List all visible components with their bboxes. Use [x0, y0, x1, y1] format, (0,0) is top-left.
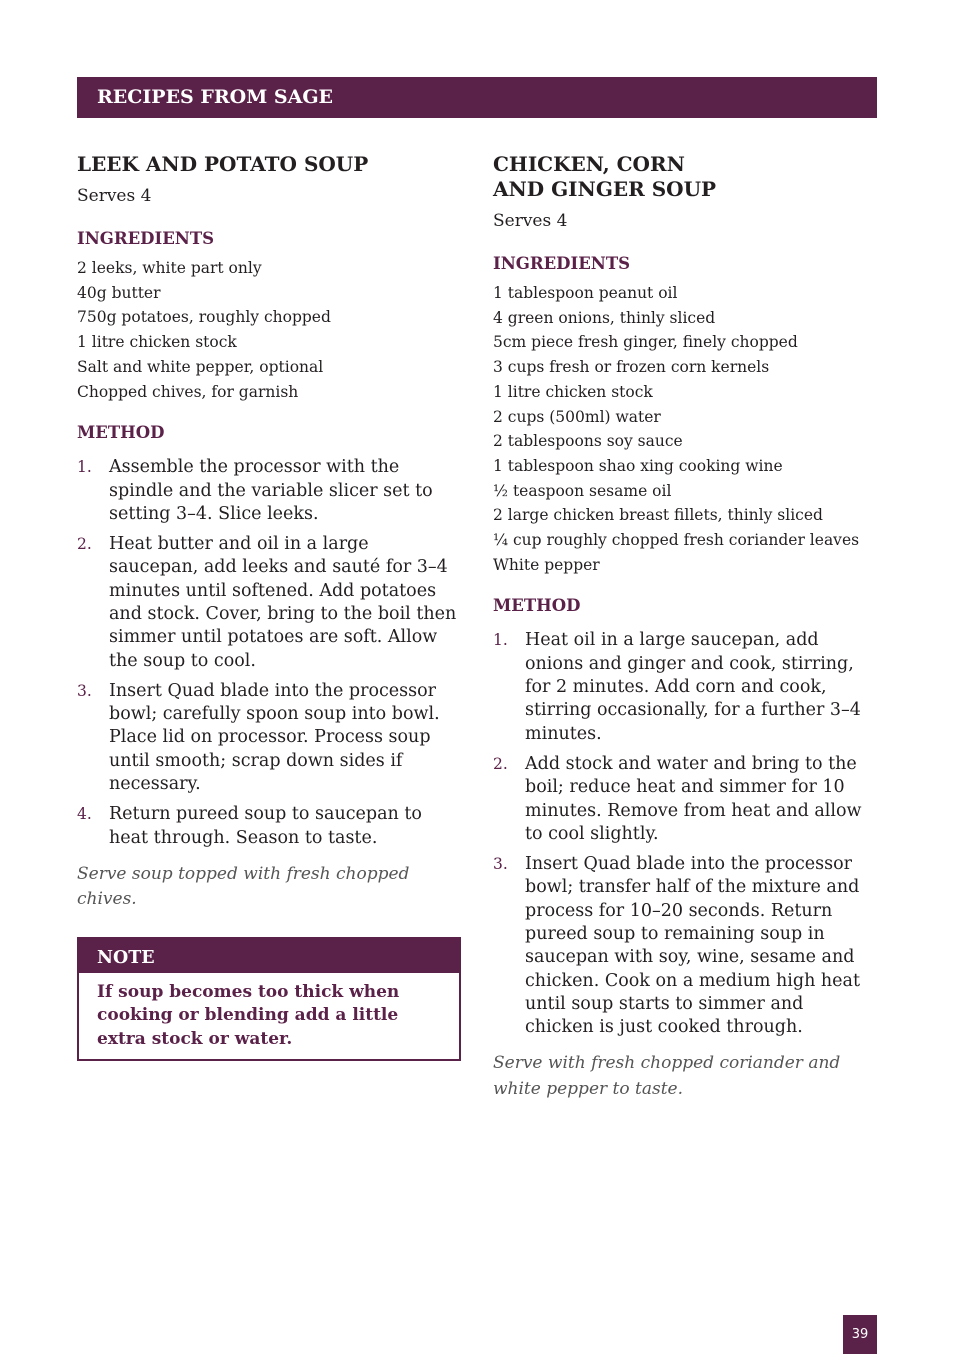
method-step: [77, 803, 461, 850]
method-step: [77, 456, 461, 526]
method-step: [493, 629, 877, 745]
recipe-serves: Serves 4: [77, 186, 152, 206]
ingredient-item: Chopped chives, for garnish: [77, 382, 299, 401]
recipe-serves: Serves 4: [493, 211, 568, 231]
method-step: [493, 853, 877, 1039]
ingredient-item: 2 large chicken breast fillets, thinly sliced: [493, 506, 823, 525]
ingredient-item: ¼ cup roughly chopped fresh coriander leaves: [493, 531, 860, 550]
step-number: 2.: [77, 535, 92, 554]
ingredient-item: 1 tablespoon peanut oil: [493, 284, 678, 302]
ingredient-item: 1 litre chicken stock: [493, 382, 653, 401]
step-number: 3.: [493, 855, 508, 874]
method-steps: [493, 629, 877, 1039]
ingredient-item: Salt and white pepper, optional: [77, 357, 324, 376]
step-text: Heat butter and oil in a large saucepan, add leeks and sauté for 3–4 minutes until softened. Add potatoes and stock. Cover, bring to the boil then simmer until potatoes are soft. Allow the soup to cool.: [109, 534, 457, 671]
step-text: Return pureed soup to saucepan to heat through. Season to taste.: [109, 804, 422, 848]
note-box: [77, 937, 461, 1061]
note-heading: NOTE: [79, 939, 459, 973]
ingredient-item: 3 cups fresh or frozen corn kernels: [493, 358, 770, 377]
note-text: If soup becomes too thick when cooking or blending add a little extra stock or water.: [97, 981, 400, 1049]
ingredient-item: 2 cups (500ml) water: [493, 407, 661, 426]
ingredient-item: 750g potatoes, roughly chopped: [77, 308, 331, 327]
page-number: 39: [843, 1315, 877, 1354]
recipe-title: CHICKEN, CORN AND GINGER SOUP: [493, 152, 717, 201]
step-number: 2.: [493, 754, 508, 773]
step-number: 1.: [493, 631, 508, 650]
section-header-title: RECIPES FROM SAGE: [97, 86, 334, 108]
ingredient-item: White pepper: [493, 555, 600, 574]
method-steps: [77, 456, 461, 850]
method-step: [77, 533, 461, 673]
step-text: Assemble the processor with the spindle and the variable slicer set to setting 3–4. Slice leeks.: [109, 457, 433, 524]
ingredients-heading: INGREDIENTS: [493, 254, 631, 273]
method-heading: METHOD: [493, 596, 581, 616]
step-number: 3.: [77, 681, 92, 700]
recipe-leek-potato-soup: [77, 152, 461, 1061]
section-header-banner: [77, 77, 877, 118]
ingredient-item: 4 green onions, thinly sliced: [493, 308, 716, 327]
serving-suggestion: Serve soup topped with fresh chopped chives.: [77, 863, 410, 910]
step-text: Heat oil in a large saucepan, add onions and ginger and cook, stirring, for 2 minutes. Add corn and cook, stirring occasionally, for a further 3–4 minutes.: [525, 630, 861, 744]
step-number: 4.: [77, 805, 92, 824]
recipe-title: LEEK AND POTATO SOUP: [77, 152, 369, 176]
ingredients-list: [493, 281, 877, 577]
recipe-chicken-corn-ginger-soup: [493, 152, 877, 1102]
method-heading: METHOD: [77, 423, 165, 443]
step-number: 1.: [77, 458, 92, 477]
ingredient-item: 1 tablespoon shao xing cooking wine: [493, 456, 783, 475]
ingredient-item: 1 litre chicken stock: [77, 333, 237, 352]
step-text: Insert Quad blade into the processor bowl; transfer half of the mixture and process for 10–20 seconds. Return pureed soup to remaining soup in saucepan with soy, wine, sesame and chicken. Cook on a medium high heat until soup starts to simmer and chicken is just cooked through.: [525, 854, 860, 1038]
ingredient-item: ½ teaspoon sesame oil: [493, 481, 672, 500]
ingredient-item: 5cm piece fresh ginger, finely chopped: [493, 333, 798, 352]
ingredients-list: [77, 256, 461, 404]
method-step: [493, 753, 877, 846]
ingredient-item: 2 leeks, white part only: [77, 259, 262, 277]
step-text: Insert Quad blade into the processor bowl; carefully spoon soup into bowl. Place lid on processor. Process soup until smooth; scrap down sides if necessary.: [109, 680, 440, 795]
ingredients-heading: INGREDIENTS: [77, 229, 215, 248]
serving-suggestion: Serve with fresh chopped coriander and white pepper to taste.: [493, 1053, 841, 1099]
ingredient-item: 40g butter: [77, 283, 161, 302]
method-step: [77, 680, 461, 796]
ingredient-item: 2 tablespoons soy sauce: [493, 432, 683, 451]
step-text: Add stock and water and bring to the boil; reduce heat and simmer for 10 minutes. Remove from heat and allow to cool slightly.: [525, 753, 862, 844]
